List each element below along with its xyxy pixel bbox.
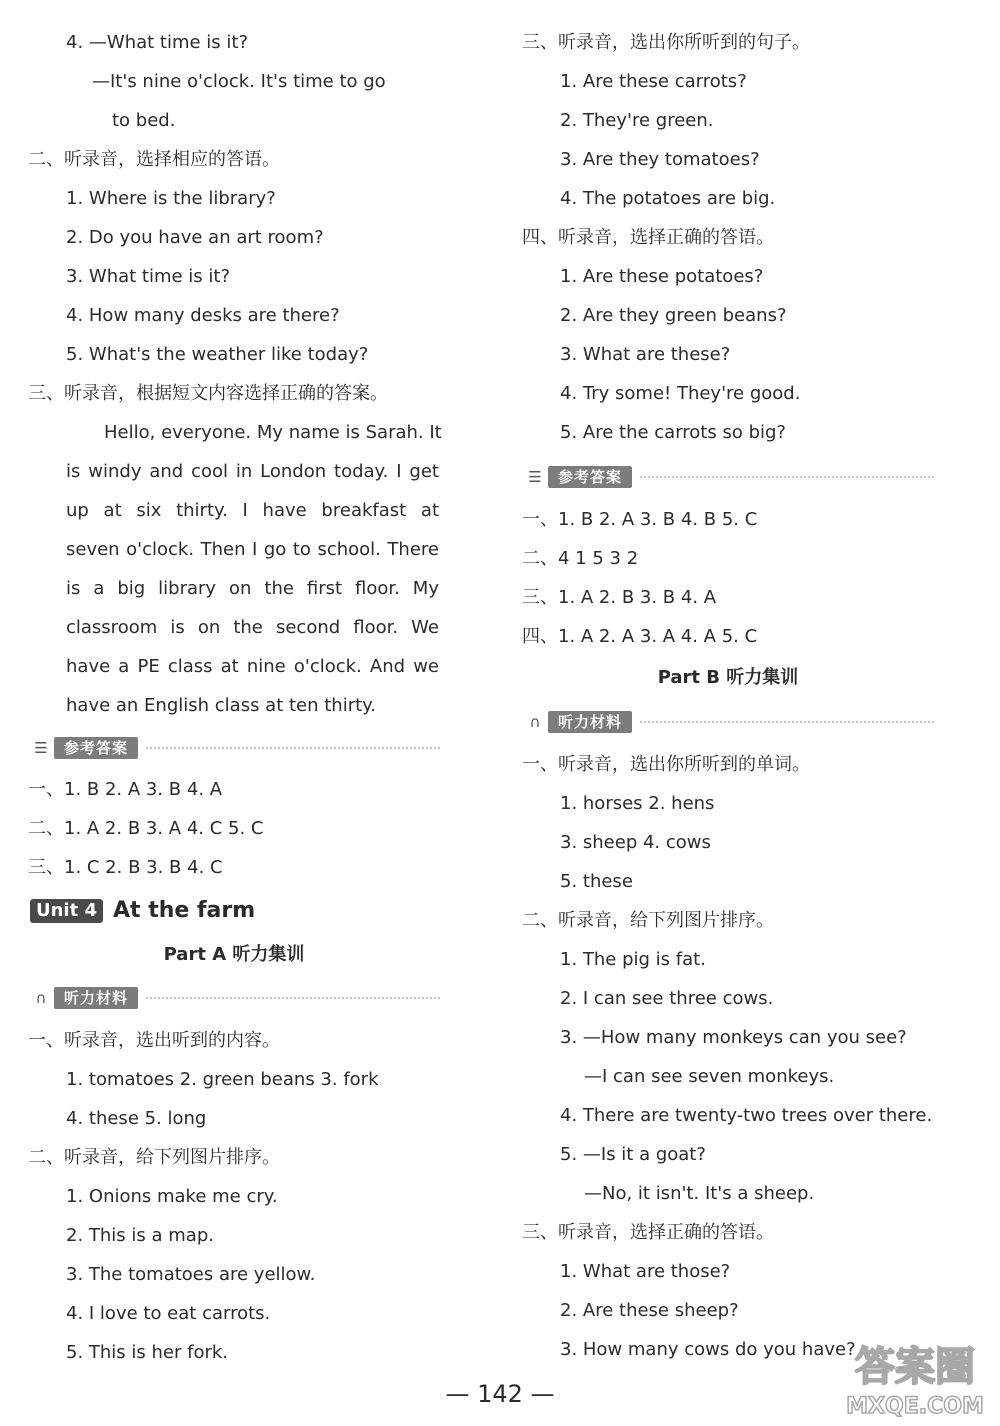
section-heading: 一、听录音，选出你所听到的单词。 — [522, 754, 810, 775]
list-item: 3. Are they tomatoes? — [560, 149, 760, 170]
section-heading: 一、听录音，选出听到的内容。 — [28, 1030, 280, 1051]
section-heading: 二、听录音，给下列图片排序。 — [28, 1147, 280, 1168]
material-tag — [28, 986, 440, 1010]
list-item: 1. Are these potatoes? — [560, 266, 764, 287]
answer-key-tag — [522, 465, 934, 489]
list-item: 5. What's the weather like today? — [66, 344, 369, 365]
list-item: 4. I love to eat carrots. — [66, 1303, 271, 1324]
unit-header — [30, 897, 255, 925]
list-item: 5. This is her fork. — [66, 1342, 228, 1363]
answer-key-icon: ☰ — [528, 468, 542, 486]
material-label: 听力材料 — [54, 987, 138, 1009]
answer-line: 二、4 1 5 3 2 — [522, 548, 639, 569]
unit-badge: Unit 4 — [30, 899, 103, 923]
list-item: 3. The tomatoes are yellow. — [66, 1264, 316, 1285]
list-item: 4. How many desks are there? — [66, 305, 340, 326]
answer-line: 一、1. B 2. A 3. B 4. B 5. C — [522, 509, 758, 530]
section-heading: 四、听录音，选择正确的答语。 — [522, 227, 774, 248]
answer-key-label: 参考答案 — [548, 466, 632, 488]
dialogue-reply: —It's nine o'clock. It's time to go — [92, 71, 386, 92]
list-item: 4. There are twenty-two trees over there. — [560, 1105, 933, 1126]
list-item: 1. Are these carrots? — [560, 71, 747, 92]
list-item: 1. What are those? — [560, 1261, 731, 1282]
divider — [146, 747, 440, 749]
list-item: —I can see seven monkeys. — [584, 1066, 835, 1087]
list-item: 2. Are these sheep? — [560, 1300, 739, 1321]
answer-key-tag — [28, 736, 440, 760]
page-number: — 142 — — [445, 1380, 555, 1408]
unit-title: At the farm — [113, 898, 256, 923]
list-item: 5. —Is it a goat? — [560, 1144, 706, 1165]
passage-line: have an English class at ten thirty. — [66, 695, 376, 716]
headphones-icon: ∩ — [35, 989, 47, 1007]
passage-line: Hello, everyone. My name is Sarah. It — [104, 422, 442, 443]
list-item: 3. What are these? — [560, 344, 731, 365]
part-title: Part A 听力集训 — [163, 944, 305, 965]
divider — [640, 721, 934, 723]
passage-line: up at six thirty. I have breakfast at — [66, 500, 439, 521]
list-item: 5. Are the carrots so big? — [560, 422, 786, 443]
material-label: 听力材料 — [548, 711, 632, 733]
list-item: 2. Are they green beans? — [560, 305, 787, 326]
list-item: 4. these 5. long — [66, 1108, 207, 1129]
answer-line: 四、1. A 2. A 3. A 4. A 5. C — [522, 626, 758, 647]
section-heading: 三、听录音，根据短文内容选择正确的答案。 — [28, 383, 388, 404]
answer-line: 三、1. C 2. B 3. B 4. C — [28, 857, 223, 878]
section-heading: 三、听录音，选出你所听到的句子。 — [522, 32, 810, 53]
material-tag — [522, 710, 934, 734]
answer-key-label: 参考答案 — [54, 737, 138, 759]
answer-key-icon: ☰ — [34, 739, 48, 757]
section-heading: 二、听录音，选择相应的答语。 — [28, 149, 280, 170]
list-item: —No, it isn't. It's a sheep. — [584, 1183, 815, 1204]
list-item: 1. The pig is fat. — [560, 949, 706, 970]
list-item: 1. horses 2. hens — [560, 793, 715, 814]
list-item: 3. sheep 4. cows — [560, 832, 711, 853]
headphones-icon: ∩ — [529, 713, 541, 731]
answer-line: 三、1. A 2. B 3. B 4. A — [522, 587, 717, 608]
list-item: 2. This is a map. — [66, 1225, 214, 1246]
section-heading: 三、听录音，选择正确的答语。 — [522, 1222, 774, 1243]
watermark-logo — [835, 1335, 995, 1420]
dialogue-question: 4. —What time is it? — [66, 32, 249, 53]
divider — [146, 997, 440, 999]
passage-line: is windy and cool in London today. I get — [66, 461, 439, 482]
section-heading: 二、听录音，给下列图片排序。 — [522, 910, 774, 931]
passage-line: seven o'clock. Then I go to school. There — [66, 539, 439, 560]
list-item: 3. What time is it? — [66, 266, 231, 287]
list-item: 4. The potatoes are big. — [560, 188, 776, 209]
list-item: 1. tomatoes 2. green beans 3. fork — [66, 1069, 379, 1090]
passage-line: is a big library on the first floor. My — [66, 578, 439, 599]
list-item: 2. I can see three cows. — [560, 988, 774, 1009]
list-item: 2. Do you have an art room? — [66, 227, 324, 248]
watermark-graphic — [835, 1335, 995, 1420]
passage-line: classroom is on the second floor. We — [66, 617, 439, 638]
list-item: 1. Onions make me cry. — [66, 1186, 278, 1207]
answer-line: 一、1. B 2. A 3. B 4. A — [28, 779, 223, 800]
list-item: 1. Where is the library? — [66, 188, 276, 209]
answer-line: 二、1. A 2. B 3. A 4. C 5. C — [28, 818, 264, 839]
passage-line: have a PE class at nine o'clock. And we — [66, 656, 439, 677]
dialogue-reply-cont: to bed. — [112, 110, 176, 131]
part-title: Part B 听力集训 — [657, 667, 799, 688]
divider — [640, 476, 934, 478]
list-item: 2. They're green. — [560, 110, 714, 131]
list-item: 4. Try some! They're good. — [560, 383, 801, 404]
list-item: 3. How many cows do you have? — [560, 1339, 856, 1360]
watermark-text: 答案圈 — [855, 1344, 975, 1390]
list-item: 3. —How many monkeys can you see? — [560, 1027, 907, 1048]
list-item: 5. these — [560, 871, 633, 892]
watermark-url: MXQE.COM — [846, 1394, 984, 1419]
